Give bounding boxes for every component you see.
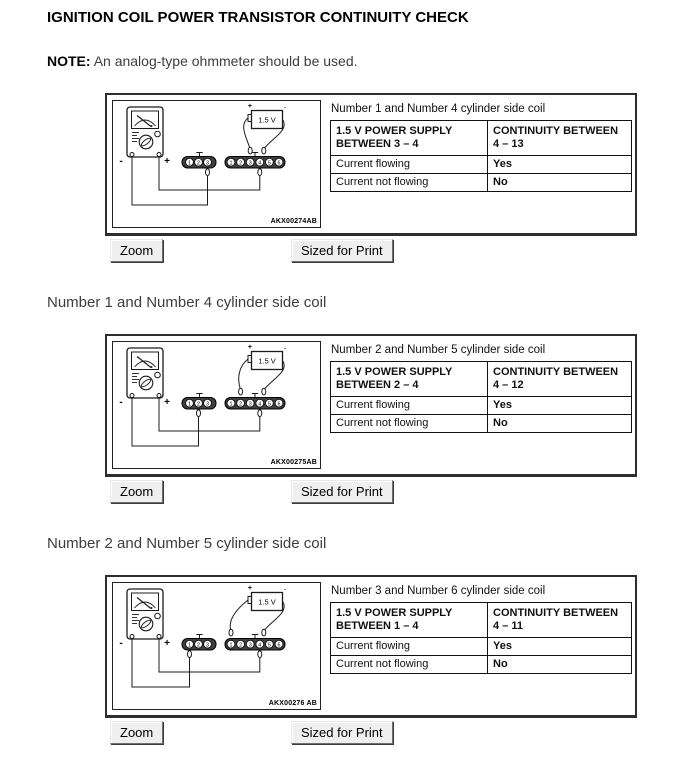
ohmmeter [127, 348, 163, 398]
note [47, 53, 687, 70]
diagram-label: 4 [258, 160, 262, 167]
table-row [331, 156, 632, 174]
meter-negative-terminal [130, 635, 134, 639]
circuit-diagram [113, 342, 320, 468]
meter-negative-terminal [130, 153, 134, 157]
diagram-label: 3 [206, 160, 209, 167]
figure-box [105, 575, 637, 718]
circuit [119, 342, 287, 446]
figure-block [105, 93, 687, 263]
row-value: Yes [488, 397, 632, 415]
diagram-label: + [247, 101, 253, 110]
diagram-label: 1 [188, 401, 191, 408]
wire [132, 637, 190, 687]
diagram-label: 2 [197, 401, 200, 408]
lead-terminal [258, 169, 262, 176]
zoom-button[interactable]: Zoom [110, 239, 163, 262]
diagram-label: 3 [248, 401, 252, 408]
header-cell-power-supply: 1.5 V POWER SUPPLY BETWEEN 1 – 4 [331, 603, 488, 638]
row-value: No [488, 415, 632, 433]
zoom-button[interactable]: Zoom [110, 480, 163, 503]
meter-positive-terminal [157, 153, 161, 157]
diagram-label: 2 [197, 160, 200, 167]
row-label: Current not flowing [331, 415, 488, 433]
row-label: Current not flowing [331, 174, 488, 192]
diagram-label: 3 [248, 642, 252, 649]
button-row [105, 480, 637, 504]
wire [244, 118, 251, 149]
row-label: Current flowing [331, 397, 488, 415]
figure-box [105, 334, 637, 477]
ohmmeter [127, 589, 163, 639]
figure-code: AKX00276 AB [268, 700, 317, 707]
diagram-label: 1.5 V [258, 356, 276, 366]
diagram-label: 2 [239, 642, 243, 649]
diagram-label: 1 [229, 642, 233, 649]
row-label: Current not flowing [331, 656, 488, 674]
diagram-label: - [283, 586, 287, 594]
meter-dial-knob [139, 617, 153, 631]
diagram-label: 3 [206, 642, 209, 649]
row-value: Yes [488, 638, 632, 656]
figure-code: AKX00275AB [270, 459, 317, 466]
figure-block [105, 575, 687, 745]
note-text: An analog-type ohmmeter should be used. [93, 53, 358, 69]
table-title: Number 2 and Number 5 cylinder side coil [331, 344, 546, 356]
meter-positive-terminal [157, 394, 161, 398]
section-caption: Number 2 and Number 5 cylinder side coil [47, 535, 327, 552]
lead-terminal [197, 410, 201, 417]
diagram-label: + [164, 638, 170, 649]
zoom-button[interactable]: Zoom [110, 721, 163, 744]
diagram-label: 1 [229, 401, 233, 408]
wire [239, 359, 248, 390]
lead-terminal [258, 410, 262, 417]
row-value: Yes [488, 156, 632, 174]
diagram-label: 1 [188, 160, 191, 167]
row-label: Current flowing [331, 156, 488, 174]
diagram-label: - [283, 345, 287, 353]
wire [230, 600, 248, 631]
diagram-label: 1.5 V [258, 597, 276, 607]
diagram-label: + [164, 156, 170, 167]
table-area [330, 100, 632, 228]
table-row [331, 174, 632, 192]
button-row [105, 239, 637, 263]
diagram-box [112, 582, 321, 710]
table-row [331, 397, 632, 415]
diagram-label: 3 [248, 160, 252, 167]
page-title: IGNITION COIL POWER TRANSISTOR CONTINUITY CHECK [47, 9, 469, 26]
diagram-box [112, 341, 321, 469]
lead-terminal [262, 629, 266, 636]
lead-terminal [262, 147, 266, 154]
sized-for-print-button[interactable]: Sized for Print [291, 239, 393, 262]
lead-terminal [258, 651, 262, 658]
table-title: Number 3 and Number 6 cylinder side coil [331, 585, 546, 597]
sized-for-print-button[interactable]: Sized for Print [291, 721, 393, 744]
continuity-table [330, 361, 632, 433]
meter-dial-knob [139, 376, 153, 390]
diagram-label: 4 [258, 401, 262, 408]
meter-dial-knob [139, 135, 153, 149]
diagram-label: 1.5 V [258, 115, 276, 125]
diagram-label: 6 [277, 642, 281, 649]
lead-terminal [229, 629, 233, 636]
meter-positive-terminal [157, 635, 161, 639]
meter-negative-terminal [130, 394, 134, 398]
table-row [331, 638, 632, 656]
sized-for-print-button[interactable]: Sized for Print [291, 480, 393, 503]
figure-box [105, 93, 637, 236]
diagram-label: - [119, 156, 123, 167]
diagram-label: 2 [197, 642, 200, 649]
circuit [119, 101, 287, 205]
header-cell-continuity: CONTINUITY BETWEEN 4 – 13 [488, 121, 632, 156]
circuit-diagram [113, 583, 320, 709]
lead-terminal [248, 147, 252, 154]
table-row [331, 656, 632, 674]
diagram-label: - [283, 104, 287, 112]
header-cell-power-supply: 1.5 V POWER SUPPLY BETWEEN 3 – 4 [331, 121, 488, 156]
diagram-label: 6 [277, 160, 281, 167]
continuity-table [330, 602, 632, 674]
button-row [105, 721, 637, 745]
row-value: No [488, 656, 632, 674]
lead-terminal [262, 388, 266, 395]
header-cell-power-supply: 1.5 V POWER SUPPLY BETWEEN 2 – 4 [331, 362, 488, 397]
continuity-table [330, 120, 632, 192]
diagram-label: 5 [267, 642, 271, 649]
circuit-diagram [113, 101, 320, 227]
diagram-label: - [119, 397, 123, 408]
diagram-label: 2 [239, 160, 243, 167]
diagram-label: + [247, 583, 253, 592]
table-area [330, 582, 632, 710]
header-cell-continuity: CONTINUITY BETWEEN 4 – 12 [488, 362, 632, 397]
row-label: Current flowing [331, 638, 488, 656]
table-row [331, 415, 632, 433]
lead-terminal [206, 169, 210, 176]
diagram-label: + [247, 342, 253, 351]
row-value: No [488, 174, 632, 192]
diagram-label: 3 [206, 401, 209, 408]
diagram-label: 5 [267, 160, 271, 167]
lead-terminal [188, 651, 192, 658]
header-cell-continuity: CONTINUITY BETWEEN 4 – 11 [488, 603, 632, 638]
circuit [119, 583, 287, 687]
diagram-label: + [164, 397, 170, 408]
diagram-label: 6 [277, 401, 281, 408]
diagram-label: 1 [188, 642, 191, 649]
table-area [330, 341, 632, 469]
diagram-label: - [119, 638, 123, 649]
diagram-label: 2 [239, 401, 243, 408]
figure-block [105, 334, 687, 504]
diagram-label: 1 [229, 160, 233, 167]
ohmmeter [127, 107, 163, 157]
diagram-label: 5 [267, 401, 271, 408]
section-caption: Number 1 and Number 4 cylinder side coil [47, 294, 327, 311]
figure-code: AKX00274AB [270, 218, 317, 225]
diagram-label: 4 [258, 642, 262, 649]
table-title: Number 1 and Number 4 cylinder side coil [331, 103, 546, 115]
lead-terminal [239, 388, 243, 395]
note-label: NOTE: [47, 53, 91, 69]
diagram-box [112, 100, 321, 228]
